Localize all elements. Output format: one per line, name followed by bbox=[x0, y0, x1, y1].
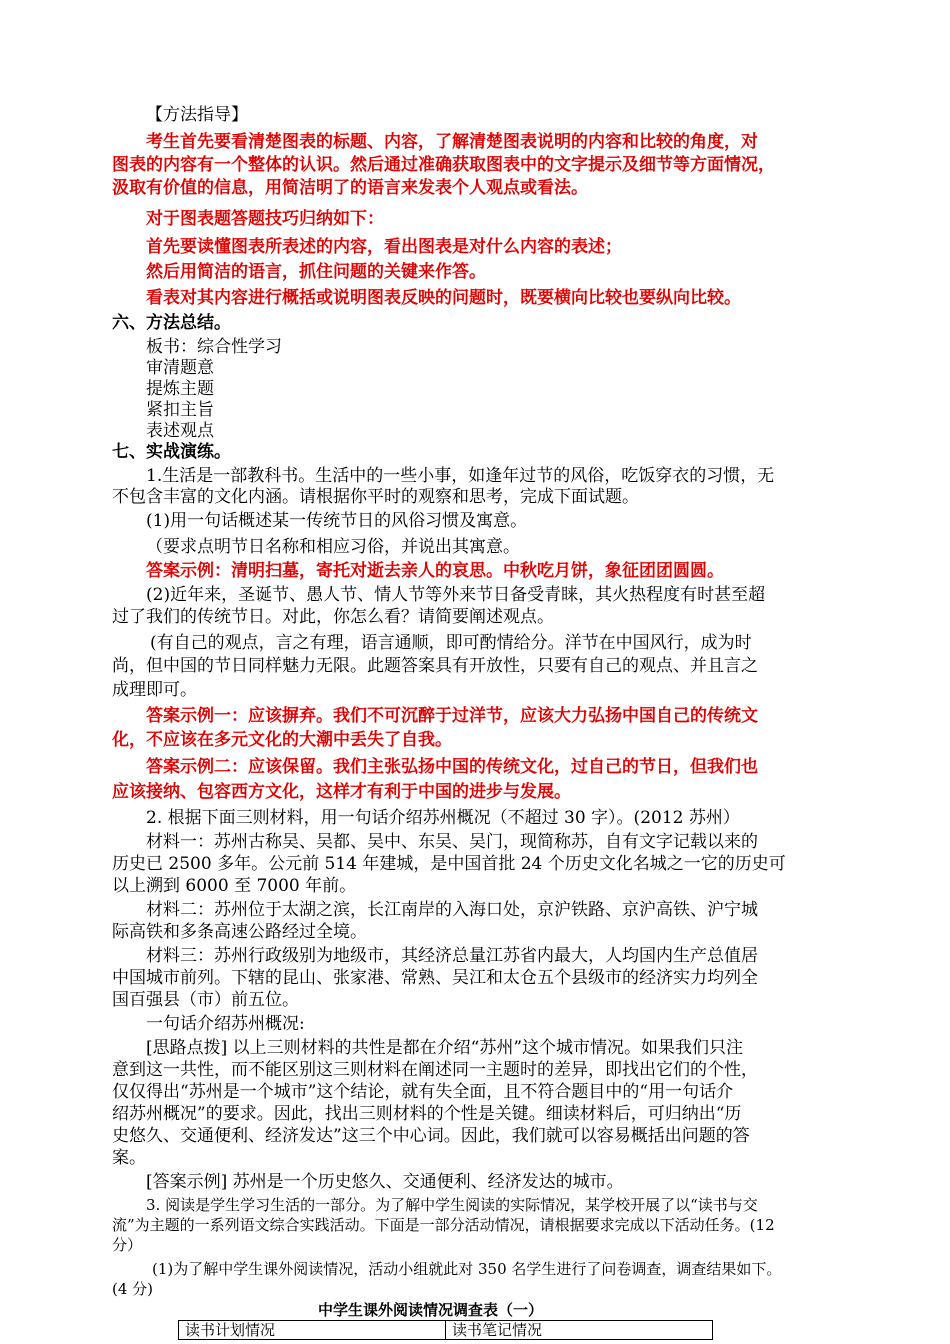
q3-line: (4 分) bbox=[112, 1280, 154, 1298]
method-guide-line: 首先要读懂图表所表述的内容，看出图表是对什么内容的表述； bbox=[146, 237, 622, 257]
q2-line: 以上溯到 6000 至 7000 年前。 bbox=[112, 876, 357, 896]
q1-line: （要求点明节日名称和相应习俗，并说出其寓意。 bbox=[146, 537, 520, 557]
answer-example-1: 化，不应该在多元文化的大潮中丢失了自我。 bbox=[112, 730, 452, 750]
q2-line: 史悠久、交通便利、经济发达”这三个中心词。因此，我们就可以容易概括出问题的答 bbox=[112, 1126, 750, 1146]
method-guide-line: 然后用简洁的语言，抓住问题的关键来作答。 bbox=[146, 262, 486, 282]
method-guide-line: 考生首先要看清楚图表的标题、内容，了解清楚图表说明的内容和比较的角度，对 bbox=[146, 132, 758, 152]
section7-heading: 七、实战演练。 bbox=[112, 442, 231, 462]
summary-item: 板书：综合性学习 bbox=[146, 337, 282, 357]
q2-line: 一句话介绍苏州概况: bbox=[146, 1014, 305, 1034]
q2-line: 绍苏州概况”的要求。因此，找出三则材料的个性是关键。细读材料后，可归纳出“历 bbox=[112, 1104, 742, 1124]
q1-line: 不包含丰富的文化内涵。请根据你平时的观察和思考，完成下面试题。 bbox=[112, 487, 639, 507]
q1-line: 1.生活是一部教科书。生活中的一些小事，如逢年过节的风俗，吃饭穿衣的习惯，无 bbox=[146, 466, 775, 486]
answer-example-1: 答案示例一：应该摒弃。我们不可沉醉于过洋节，应该大力弘扬中国自己的传统文 bbox=[146, 706, 758, 726]
q1-sub2-line: 成理即可。 bbox=[112, 680, 197, 700]
summary-item: 紧扣主旨 bbox=[146, 400, 214, 420]
section6-heading: 六、方法总结。 bbox=[112, 313, 231, 333]
q2-line: 材料三：苏州行政级别为地级市，其经济总量江苏省内最大，人均国内生产总值居 bbox=[146, 946, 758, 966]
q1-sub2-line: (2)近年来，圣诞节、愚人节、情人节等外来节日备受青睐，其火热程度有时甚至超 bbox=[146, 585, 766, 605]
q3-line: 3. 阅读是学生学习生活的一部分。为了解中学生阅读的实际情况，某学校开展了以“读书与交 bbox=[146, 1196, 758, 1214]
q1-sub2-line: (有自己的观点，言之有理，语言通顺，即可酌情给分。洋节在中国风行，成为时 bbox=[150, 633, 752, 653]
table-header-cell: 读书计划情况 bbox=[179, 1321, 446, 1340]
q2-line: 材料二：苏州位于太湖之滨，长江南岸的入海口处，京沪铁路、京沪高铁、沪宁城 bbox=[146, 900, 758, 920]
table-title: 中学生课外阅读情况调查表（一） bbox=[318, 1301, 544, 1319]
q1-sub2-line: 过了我们的传统节日。对此，你怎么看？请简要阐述观点。 bbox=[112, 607, 554, 627]
summary-item: 提炼主题 bbox=[146, 379, 214, 399]
method-guide-line: 看表对其内容进行概括或说明图表反映的问题时，既要横向比较也要纵向比较。 bbox=[146, 288, 741, 308]
q2-answer-line: [答案示例] 苏州是一个历史悠久、交通便利、经济发达的城市。 bbox=[146, 1172, 624, 1192]
table-header-cell: 读书笔记情况 bbox=[446, 1321, 713, 1340]
q2-line: 仅仅得出“苏州是一个城市”这个结论，就有失全面，且不符合题目中的“用一句话介 bbox=[112, 1082, 734, 1102]
summary-item: 表述观点 bbox=[146, 421, 214, 441]
method-guide-heading: 【方法指导】 bbox=[146, 105, 248, 125]
q2-line: 意到这一共性，而不能区别这三则材料在阐述同一主题时的差异，即找出它们的个性， bbox=[112, 1060, 758, 1080]
summary-item: 审清题意 bbox=[146, 358, 214, 378]
q3-line: 分） bbox=[112, 1236, 143, 1254]
method-guide-line: 图表的内容有一个整体的认识。然后通过准确获取图表中的文字提示及细节等方面情况， bbox=[112, 155, 775, 175]
q2-line: 历史已 2500 多年。公元前 514 年建城，是中国首批 24 个历史文化名城之一它的历史可 bbox=[112, 854, 786, 874]
q2-line: 材料一：苏州古称吴、吴都、吴中、东吴、吴门，现简称苏，自有文字记载以来的 bbox=[146, 832, 758, 852]
q2-line: 案。 bbox=[112, 1148, 146, 1168]
q1-answer: 答案示例：清明扫墓，寄托对逝去亲人的哀思。中秋吃月饼，象征团团圆圆。 bbox=[146, 561, 724, 581]
q2-line: 际高铁和多条高速公路经过全境。 bbox=[112, 922, 367, 942]
q2-line: [思路点拨] 以上三则材料的共性是都在介绍“苏州”这个城市情况。如果我们只注 bbox=[146, 1038, 744, 1058]
method-guide-line: 汲取有价值的信息，用简洁明了的语言来发表个人观点或看法。 bbox=[112, 178, 588, 198]
q3-line: (1)为了解中学生课外阅读情况，活动小组就此对 350 名学生进行了问卷调查，调查结果如下。 bbox=[152, 1260, 782, 1278]
q2-line: 中国城市前列。下辖的昆山、张家港、常熟、吴江和太仓五个县级市的经济实力均列全 bbox=[112, 968, 758, 988]
q2-line: 国百强县（市）前五位。 bbox=[112, 990, 299, 1010]
q3-line: 流”为主题的一系列语文综合实践活动。下面是一部分活动情况，请根据要求完成以下活动任务。(12 bbox=[112, 1216, 775, 1234]
method-guide-line: 对于图表题答题技巧归纳如下： bbox=[146, 209, 384, 229]
answer-example-2: 应该接纳、包容西方文化，这样才有利于中国的进步与发展。 bbox=[112, 782, 571, 802]
q1-line: (1)用一句话概述某一传统节日的风俗习惯及寓意。 bbox=[146, 511, 528, 531]
answer-example-2: 答案示例二：应该保留。我们主张弘扬中国的传统文化，过自己的节日，但我们也 bbox=[146, 757, 758, 777]
q1-sub2-line: 尚，但中国的节日同样魅力无限。此题答案具有开放性，只要有自己的观点、并且言之 bbox=[112, 656, 758, 676]
q2-line: 2. 根据下面三则材料，用一句话介绍苏州概况（不超过 30 字）。(2012 苏州） bbox=[146, 808, 740, 828]
